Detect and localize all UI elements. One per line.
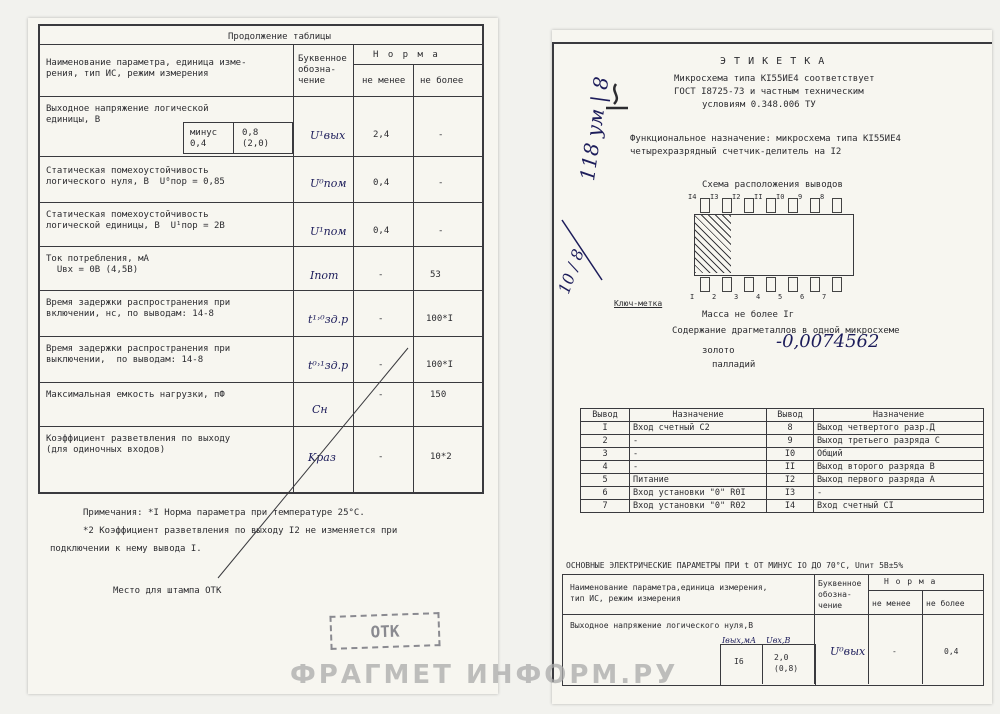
otk-stamp-text: ОТК — [370, 621, 400, 641]
row-6-symbol: t⁰˒¹зд.р — [308, 359, 349, 372]
row-4-param: Ток потребления, мА Uвх = 0В (4,5В) — [46, 254, 149, 275]
bottom-pin-7: 7 — [822, 293, 827, 301]
pin-table-header — [581, 409, 984, 422]
row-7-max: 150 — [430, 390, 447, 400]
row-2-max: - — [438, 178, 444, 188]
bottom-pin-1: I — [690, 293, 695, 301]
table-row — [581, 461, 984, 474]
params-header-symbol: Буквенное обозна- чение — [818, 579, 862, 610]
key-label: Ключ-метка — [614, 299, 663, 308]
pin-cell: Питание — [630, 474, 767, 487]
pin-cell: 3 — [581, 448, 630, 461]
params-sub-header-voltage: Uвх,В — [766, 636, 791, 645]
pin-cell: 2 — [581, 435, 630, 448]
pin-cell: I3 — [767, 487, 814, 500]
header-param: Наименование параметра, единица изме- рения, тип ИС, режим измерения — [46, 58, 247, 79]
row-3-min: 0,4 — [373, 226, 390, 236]
intro-line-2: ГОСТ I8725-73 и частным техническим — [674, 87, 864, 97]
pin-cell: I2 — [767, 474, 814, 487]
row-4-min: - — [378, 270, 384, 280]
pin-cell: II — [767, 461, 814, 474]
note-2: *2 Коэффициент разветвления по выходу I2 не изменяется при — [83, 526, 398, 536]
pin-cell: Выход четвертого разр.Д — [814, 422, 984, 435]
pin-cell: 9 — [767, 435, 814, 448]
params-header-param: Наименование параметра,единица измерения, тип ИС, режим измерения — [570, 583, 768, 603]
top-pin-12: I2 — [732, 193, 741, 201]
row-2-min: 0,4 — [373, 178, 390, 188]
function-line-1: Функциональное назначение: микросхема типа КI55ИЕ4 — [630, 134, 901, 144]
pin-cell: - — [630, 461, 767, 474]
header-min: не менее — [362, 76, 406, 86]
bottom-pin-6: 6 — [800, 293, 805, 301]
top-pin-8: 8 — [820, 193, 825, 201]
pin-table-header-cell: Вывод — [767, 409, 814, 422]
params-caption: ОСНОВНЫЕ ЭЛЕКТРИЧЕСКИЕ ПАРАМЕТРЫ ПРИ t ОТ МИНУС IО ДО 70°С, Uпит 5В±5% — [566, 561, 904, 570]
pin-table-header-cell: Вывод — [581, 409, 630, 422]
row-7-min: - — [378, 390, 384, 400]
chip-diagram — [694, 198, 854, 308]
pin-cell: Выход первого разряда А — [814, 474, 984, 487]
bottom-pin-5: 5 — [778, 293, 783, 301]
function-line-2: четырехразрядный счетчик-делитель на I2 — [630, 147, 842, 157]
row-4-symbol: Iпот — [310, 269, 339, 282]
params-row-max: 0,4 — [944, 647, 959, 656]
params-row-min: - — [892, 647, 897, 656]
row-7-symbol: Cн — [312, 403, 328, 416]
top-pin-14: I4 — [688, 193, 697, 201]
pin-cell: Вход счетный СI — [814, 500, 984, 513]
row-4-max: 53 — [430, 270, 441, 280]
table-row — [581, 487, 984, 500]
row-1-symbol: U¹вых — [310, 129, 346, 142]
table-row — [581, 435, 984, 448]
pin-cell: Выход второго разряда В — [814, 461, 984, 474]
table-row — [581, 448, 984, 461]
pin-cell: - — [630, 448, 767, 461]
left-page — [28, 18, 498, 694]
pin-cell: I0 — [767, 448, 814, 461]
top-pin-10: I0 — [776, 193, 785, 201]
row-5-min: - — [378, 314, 384, 324]
params-header-max: не более — [926, 599, 965, 608]
row-6-max: 100*I — [426, 360, 454, 370]
row-5-symbol: t¹˒⁰зд.р — [308, 313, 349, 326]
row-1-param: Выходное напряжение логической единицы, В — [46, 104, 209, 125]
row-1-max: - — [438, 130, 444, 140]
key-mark-hatch — [695, 215, 731, 273]
pin-table-header-cell: Назначение — [814, 409, 984, 422]
note-1: Примечания: *I Норма параметра при температуре 25°С. — [83, 508, 365, 518]
pin-table — [580, 408, 984, 513]
precious-metals: Содержание драгметаллов в одной микросхеме — [672, 326, 900, 336]
pin-cell: 7 — [581, 500, 630, 513]
row-2-param: Статическая помехоустойчивость логического нуля, В U⁰пор = 0,85 — [46, 166, 225, 187]
row-1-min: 2,4 — [373, 130, 390, 140]
gold-value: -0,0074562 — [776, 331, 880, 352]
pin-cell: - — [814, 487, 984, 500]
pinout-title: Схема расположения выводов — [702, 180, 843, 190]
pin-cell: 4 — [581, 461, 630, 474]
bottom-pin-2: 2 — [712, 293, 717, 301]
pin-cell: Выход третьего разряда С — [814, 435, 984, 448]
row-3-param: Статическая помехоустойчивость логической единицы, В U¹пор = 2В — [46, 210, 225, 231]
params-row-param: Выходное напряжение логического нуля,В — [570, 621, 754, 630]
pin-cell: Вход установки "0" R0I — [630, 487, 767, 500]
row-8-max: 10*2 — [430, 452, 452, 462]
row-1-sub-b: 0,8 (2,0) — [242, 128, 270, 149]
row-7-param: Максимальная емкость нагрузки, пФ — [46, 390, 225, 400]
watermark-text: ФРАГМЕТ ИНФОРМ.РУ — [290, 660, 679, 690]
row-3-max: - — [438, 226, 444, 236]
params-header-min: не менее — [872, 599, 911, 608]
params-sub-value-voltage: 2,0 (0,8) — [774, 653, 799, 673]
row-6-param: Время задержки распространения при выключении, по выводам: 14-8 — [46, 344, 231, 365]
diagonal-strike-line — [28, 18, 498, 694]
handwritten-stroke — [552, 210, 612, 290]
bottom-pin-3: 3 — [734, 293, 739, 301]
header-symbol: Буквенное обозна- чение — [298, 54, 347, 86]
pin-cell: I — [581, 422, 630, 435]
header-norma: Н о р м а — [373, 50, 440, 60]
params-sub-value-current: I6 — [734, 657, 744, 666]
row-1-sub-a: минус 0,4 — [190, 128, 218, 149]
pin-cell: 8 — [767, 422, 814, 435]
row-6-min: - — [378, 360, 384, 370]
label-heading: Э Т И К Е Т К А — [720, 56, 826, 67]
params-row-symbol: U⁰вых — [830, 645, 866, 658]
pin-table-header-cell: Назначение — [630, 409, 767, 422]
row-8-param: Коэффициент разветвления по выходу (для одиночных входов) — [46, 434, 231, 455]
pin-cell: Общий — [814, 448, 984, 461]
intro-line-3: условиям 0.348.006 ТУ — [702, 100, 816, 110]
row-5-param: Время задержки распространения при включении, нс, по выводам: 14-8 — [46, 298, 231, 319]
header-max: не более — [420, 76, 464, 86]
row-8-min: - — [378, 452, 384, 462]
row-8-symbol: Kраз — [308, 451, 336, 464]
palladium-label: палладий — [712, 360, 756, 370]
pin-cell: Вход счетный С2 — [630, 422, 767, 435]
stamp-place-label: Место для штампа ОТК — [113, 586, 222, 596]
pin-cell: Вход установки "0" R02 — [630, 500, 767, 513]
note-3: подключении к нему вывода I. — [50, 544, 202, 554]
params-header-norma: Н о р м а — [884, 577, 937, 586]
handwritten-side-note: 118 ум | 8 — [575, 75, 614, 183]
pin-cell: - — [630, 435, 767, 448]
otk-stamp — [329, 612, 440, 650]
table-continuation-title: Продолжение таблицы — [228, 32, 331, 42]
table-row — [581, 500, 984, 513]
pin-cell: 6 — [581, 487, 630, 500]
params-sub-header-current: Iвых,мА — [722, 636, 757, 645]
intro-line-1: Микросхема типа КI55ИЕ4 соответствует — [674, 74, 875, 84]
top-pin-13: I3 — [710, 193, 719, 201]
table-row — [581, 474, 984, 487]
bottom-pin-4: 4 — [756, 293, 761, 301]
row-2-symbol: U⁰пом — [310, 177, 347, 190]
table-row — [581, 422, 984, 435]
handwritten-fraction: 10 / 8 — [554, 246, 588, 297]
gold-label: золото — [702, 346, 735, 356]
pin-cell: I4 — [767, 500, 814, 513]
top-pin-11: II — [754, 193, 763, 201]
row-5-max: 100*I — [426, 314, 454, 324]
row-3-symbol: U¹пом — [310, 225, 347, 238]
mass: Масса не более Iг — [702, 310, 795, 320]
top-pin-9: 9 — [798, 193, 803, 201]
pin-cell: 5 — [581, 474, 630, 487]
right-page — [552, 30, 992, 704]
